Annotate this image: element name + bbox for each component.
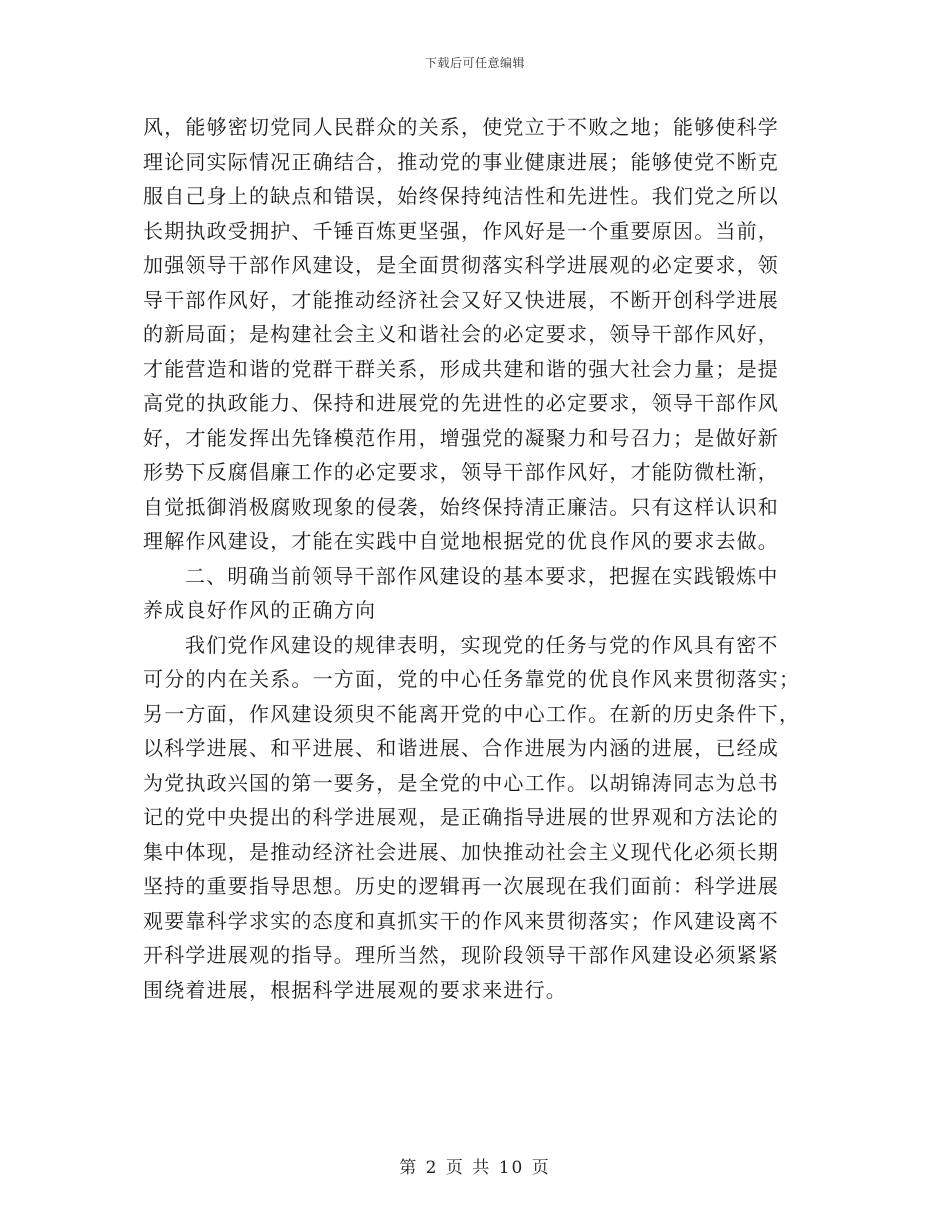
text-line: 我们党作风建设的规律表明，实现党的任务与党的作风具有密不: [185, 632, 779, 657]
text-line: 的新局面；是构建社会主义和谐社会的必定要求，领导干部作风好，: [143, 322, 779, 346]
text-line: 坚持的重要指导思想。历史的逻辑再一次展现在我们面前：科学进展: [143, 874, 779, 898]
document-body: [143, 110, 807, 1007]
text-line: 服自己身上的缺点和错误，始终保持纯洁性和先进性。我们党之所以: [143, 184, 779, 208]
text-line: 导干部作风好，才能推动经济社会又好又快进展，不断开创科学进展: [143, 287, 779, 312]
text-line: 围绕着进展，根据科学进展观的要求来进行。: [143, 977, 567, 1002]
paragraph: [143, 628, 807, 1008]
text-line: 可分的内在关系。一方面，党的中心任务靠党的优良作风来贯彻落实；: [143, 667, 801, 691]
text-line: 才能营造和谐的党群干群关系，形成共建和谐的强大社会力量；是提: [143, 356, 779, 381]
paragraph: [143, 110, 807, 559]
paragraph: [143, 559, 807, 628]
text-line: 风，能够密切党同人民群众的关系，使党立于不败之地；能够使科学: [143, 115, 779, 139]
text-line: 理解作风建设，才能在实践中自觉地根据党的优良作风的要求去做。: [143, 529, 779, 553]
text-line: 高党的执政能力、保持和进展党的先进性的必定要求，领导干部作风: [143, 391, 779, 415]
text-line: 集中体现，是推动经济社会进展、加快推动社会主义现代化必须长期: [143, 839, 779, 864]
text-line: 记的党中央提出的科学进展观，是正确指导进展的世界观和方法论的: [143, 805, 779, 829]
text-line: 为党执政兴国的第一要务，是全党的中心工作。以胡锦涛同志为总书: [143, 770, 779, 795]
text-line: 加强领导干部作风建设，是全面贯彻落实科学进展观的必定要求，领: [143, 253, 779, 277]
text-line: 自觉抵御消极腐败现象的侵袭，始终保持清正廉洁。只有这样认识和: [143, 494, 779, 519]
page-footer: 第 2 页 共 10 页: [399, 1158, 551, 1178]
text-line: 养成良好作风的正确方向: [143, 598, 377, 622]
text-line: 开科学进展观的指导。理所当然，现阶段领导干部作风建设必须紧紧: [143, 943, 779, 967]
text-line: 形势下反腐倡廉工作的必定要求，领导干部作风好，才能防微杜渐，: [143, 460, 779, 484]
text-line: 以科学进展、和平进展、和谐进展、合作进展为内涵的进展，已经成: [143, 736, 779, 760]
text-line: 观要靠科学求实的态度和真抓实干的作风来贯彻落实；作风建设离不: [143, 908, 779, 933]
text-line: 好，才能发挥出先锋模范作用，增强党的凝聚力和号召力；是做好新: [143, 425, 779, 450]
text-line: 二、明确当前领导干部作风建设的基本要求，把握在实践锻炼中: [185, 563, 779, 588]
text-line: 另一方面，作风建设须臾不能离开党的中心工作。在新的历史条件下，: [143, 701, 801, 726]
text-line: 长期执政受拥护、千锤百炼更坚强，作风好是一个重要原因。当前，: [143, 218, 779, 243]
text-line: 理论同实际情况正确结合，推动党的事业健康进展；能够使党不断克: [143, 149, 779, 174]
page-header: 下载后可任意编辑: [424, 56, 525, 70]
